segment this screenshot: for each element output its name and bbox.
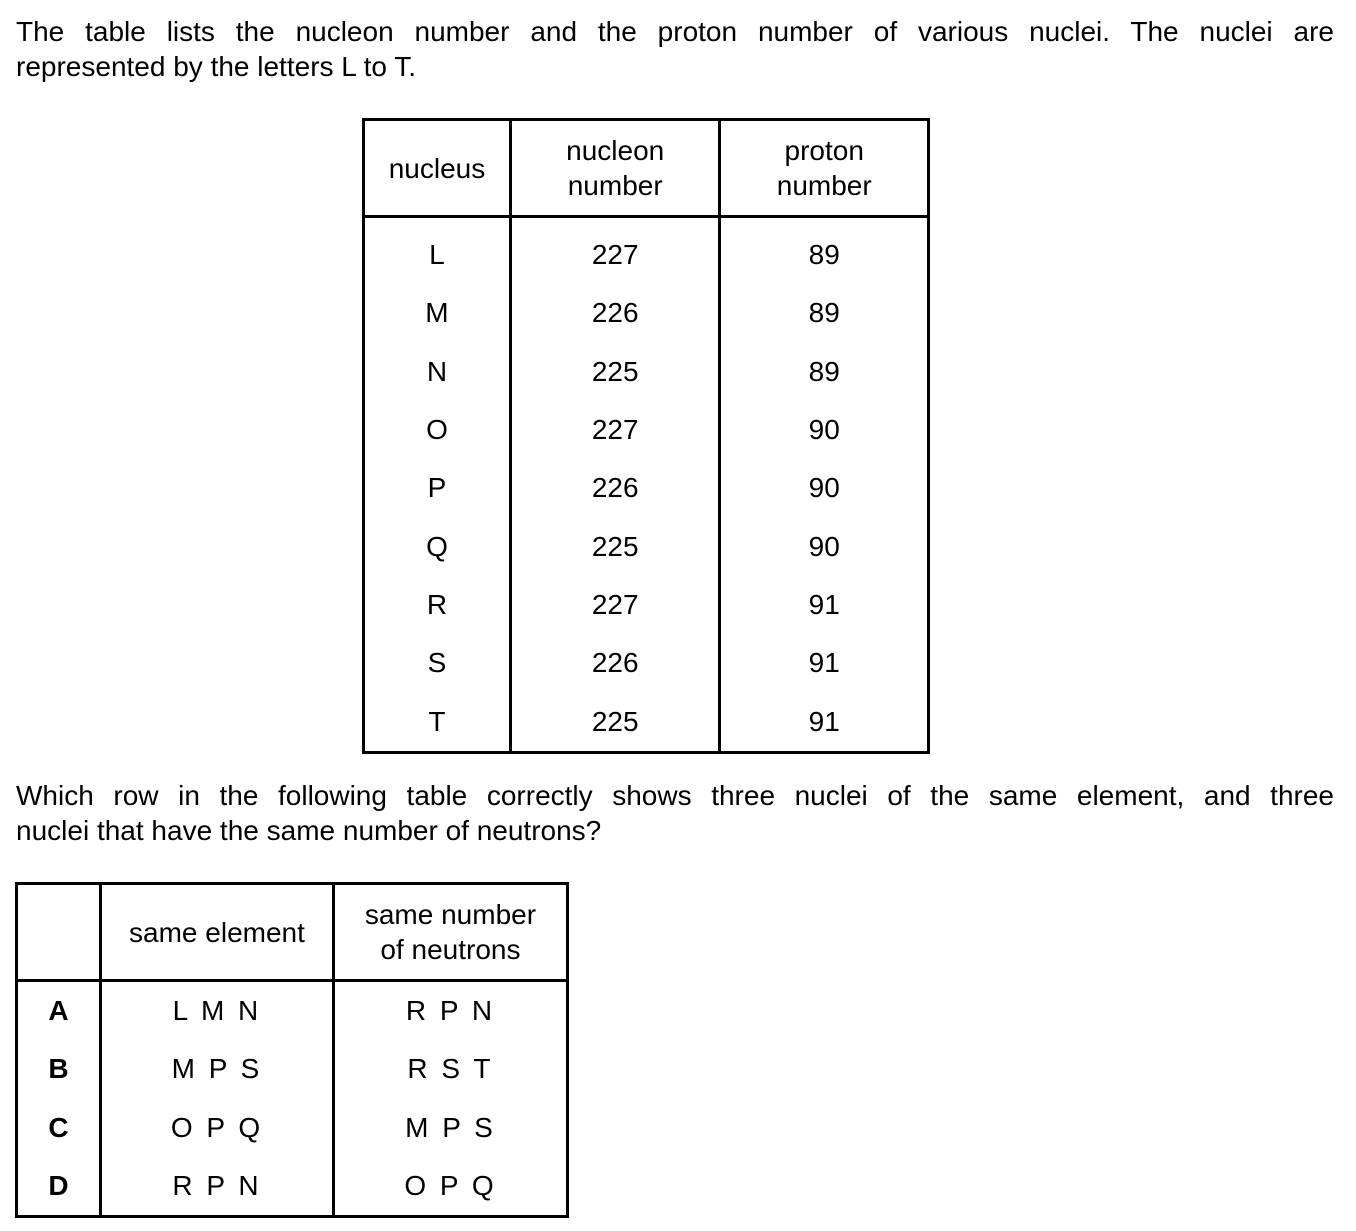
same-element-cell: O P Q [101, 1099, 334, 1157]
nuclei-table [362, 118, 930, 754]
question-paragraph [16, 778, 1334, 848]
header-text: number [567, 170, 663, 201]
same-neutrons-cell: R P N [405, 995, 496, 1027]
nucleon-number-cell: 226 [510, 459, 720, 517]
proton-number-cell: 89 [808, 297, 840, 329]
option-row-d [17, 1157, 568, 1217]
question-line: nuclei that have the same number of neutrons? [16, 815, 602, 846]
nucleon-number-cell: 226 [510, 634, 720, 692]
header-same-element [101, 884, 334, 981]
nucleus-cell: T [364, 692, 511, 752]
header-option-letter [17, 884, 101, 981]
nucleus-cell: M [364, 284, 511, 342]
same-neutrons-cell: M P S [405, 1111, 496, 1143]
header-text: same element [129, 916, 305, 948]
header-proton-number [720, 120, 929, 217]
same-neutrons-cell: R S T [407, 1053, 494, 1085]
nucleus-cell: Q [364, 517, 511, 575]
header-text: of neutrons [380, 934, 521, 965]
proton-number-cell: 90 [808, 472, 840, 504]
intro-line: The table lists the nucleon number and the proton number of various nuclei. The nuclei are [16, 16, 1334, 47]
nucleon-number-cell: 225 [510, 343, 720, 401]
header-text: nucleon [566, 135, 665, 166]
table-row [364, 692, 929, 752]
table-row [364, 459, 929, 517]
nucleon-number-cell: 227 [510, 217, 720, 285]
nucleus-cell: S [364, 634, 511, 692]
option-letter: D [17, 1157, 101, 1217]
table-row [364, 401, 929, 459]
header-nucleon-number [510, 120, 720, 217]
options-table-header-row [17, 884, 568, 981]
question-line: Which row in the following table correctly shows three nuclei of the same element, and three [16, 780, 1334, 811]
nucleus-cell: R [364, 576, 511, 634]
option-row-b [17, 1040, 568, 1098]
nuclei-table-header-row [364, 120, 929, 217]
header-text: same number [364, 899, 537, 930]
option-letter: A [17, 981, 101, 1041]
nucleus-cell: L [364, 217, 511, 285]
nucleon-number-cell: 225 [510, 517, 720, 575]
nucleon-number-cell: 227 [510, 576, 720, 634]
proton-number-cell: 90 [808, 530, 840, 562]
option-letter: B [17, 1040, 101, 1098]
options-table [15, 882, 569, 1218]
nucleon-number-cell: 227 [510, 401, 720, 459]
header-text: nucleus [388, 152, 486, 184]
nucleon-number-cell: 225 [510, 692, 720, 752]
proton-number-cell: 89 [808, 239, 840, 271]
table-row [364, 284, 929, 342]
table-row [364, 517, 929, 575]
intro-line: represented by the letters L to T. [16, 51, 417, 82]
table-row [364, 217, 929, 285]
proton-number-cell: 91 [808, 705, 840, 737]
nucleus-cell: O [364, 401, 511, 459]
same-element-cell: M P S [101, 1040, 334, 1098]
option-row-c [17, 1099, 568, 1157]
same-element-cell: R P N [101, 1157, 334, 1217]
proton-number-cell: 91 [808, 647, 840, 679]
table-row [364, 634, 929, 692]
same-neutrons-cell: O P Q [404, 1170, 497, 1202]
header-nucleus [364, 120, 511, 217]
nucleus-cell: P [364, 459, 511, 517]
nucleon-number-cell: 226 [510, 284, 720, 342]
option-row-a [17, 981, 568, 1041]
proton-number-cell: 89 [808, 355, 840, 387]
header-text: number [776, 170, 872, 201]
header-text: proton [784, 135, 864, 166]
table-row [364, 576, 929, 634]
proton-number-cell: 90 [808, 414, 840, 446]
proton-number-cell: 91 [808, 588, 840, 620]
table-row [364, 343, 929, 401]
nucleus-cell: N [364, 343, 511, 401]
option-letter: C [17, 1099, 101, 1157]
intro-paragraph [16, 14, 1334, 84]
header-same-number-of-neutrons [333, 884, 567, 981]
same-element-cell: L M N [101, 981, 334, 1041]
